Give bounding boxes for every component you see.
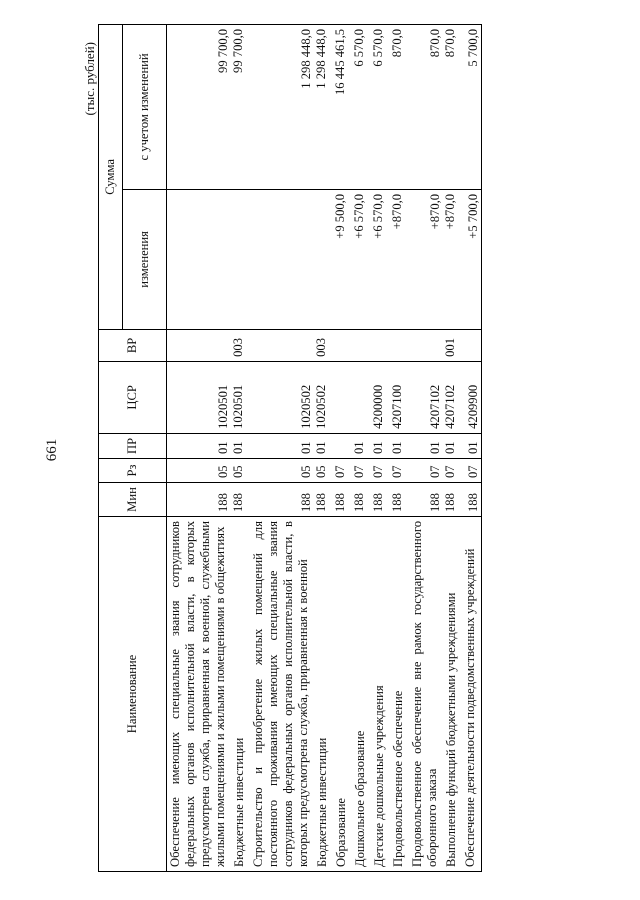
- row-pr: 01: [231, 433, 250, 458]
- row-vr: [167, 329, 232, 361]
- row-change: [167, 189, 232, 329]
- row-name: Обеспечение имеющих специальные звания сотрудников федеральных органов исполнительной власти, в которых предусмотрена служба, приравненная к военной, служебными жилыми помещениями и жилыми помещениями в общежитиях: [167, 517, 232, 872]
- table-row: [390, 24, 409, 871]
- row-csr: 1020502: [250, 361, 314, 433]
- row-csr: 1020501: [167, 361, 232, 433]
- row-change: [250, 189, 314, 329]
- row-csr: 1020502: [314, 361, 333, 433]
- row-csr: 4207102: [409, 361, 443, 433]
- row-total: 870,0: [443, 24, 462, 189]
- row-rz: 07: [333, 459, 352, 483]
- row-min: 188: [314, 483, 333, 517]
- row-pr: [333, 433, 352, 458]
- row-rz: 05: [231, 459, 250, 483]
- row-min: 188: [409, 483, 443, 517]
- row-min: 188: [462, 483, 482, 517]
- row-total: 5 700,0: [462, 24, 482, 189]
- row-pr: 01: [390, 433, 409, 458]
- row-name: Бюджетные инвестиции: [231, 517, 250, 872]
- row-rz: 05: [167, 459, 232, 483]
- row-vr: [250, 329, 314, 361]
- rotated-page: [40, 20, 600, 880]
- table-row: [231, 24, 250, 871]
- row-csr: [352, 361, 371, 433]
- row-rz: 05: [250, 459, 314, 483]
- row-min: 188: [352, 483, 371, 517]
- row-name: Продовольственное обеспечение вне рамок государственного оборонного заказа: [409, 517, 443, 872]
- row-total: 99 700,0: [167, 24, 232, 189]
- row-min: 188: [390, 483, 409, 517]
- row-name: Продовольственное обеспечение: [390, 517, 409, 872]
- header-pr: ПР: [99, 433, 167, 458]
- row-name: Дошкольное образование: [352, 517, 371, 872]
- row-vr: 001: [443, 329, 462, 361]
- row-change: +870,0: [443, 189, 462, 329]
- row-rz: 07: [390, 459, 409, 483]
- row-change: +9 500,0: [333, 189, 352, 329]
- row-csr: 4200000: [371, 361, 390, 433]
- row-total: 6 570,0: [352, 24, 371, 189]
- row-csr: 4207102: [443, 361, 462, 433]
- header-sum-group: Сумма: [99, 24, 123, 329]
- row-csr: 4207100: [390, 361, 409, 433]
- row-vr: [390, 329, 409, 361]
- row-csr: 4209900: [462, 361, 482, 433]
- row-total: 1 298 448,0: [250, 24, 314, 189]
- row-change: +870,0: [390, 189, 409, 329]
- row-pr: 01: [462, 433, 482, 458]
- page-number: 661: [44, 438, 60, 462]
- header-rz: Рз: [99, 459, 167, 483]
- row-total: 99 700,0: [231, 24, 250, 189]
- row-name: Детские дошкольные учреждения: [371, 517, 390, 872]
- row-total: 870,0: [390, 24, 409, 189]
- row-change: +870,0: [409, 189, 443, 329]
- row-pr: 01: [250, 433, 314, 458]
- row-rz: 07: [409, 459, 443, 483]
- header-vr: ВР: [99, 329, 167, 361]
- row-pr: 01: [352, 433, 371, 458]
- row-vr: [409, 329, 443, 361]
- table-row: [371, 24, 390, 871]
- table-row: [250, 24, 314, 871]
- table-row: [352, 24, 371, 871]
- row-vr: [462, 329, 482, 361]
- row-rz: 07: [462, 459, 482, 483]
- row-total: 16 445 461,5: [333, 24, 352, 189]
- row-min: 188: [250, 483, 314, 517]
- row-name: Выполнение функций бюджетными учреждениями: [443, 517, 462, 872]
- header-min: Мин: [99, 483, 167, 517]
- row-csr: [333, 361, 352, 433]
- table-row: [333, 24, 352, 871]
- row-csr: 1020501: [231, 361, 250, 433]
- row-pr: 01: [371, 433, 390, 458]
- row-name: Бюджетные инвестиции: [314, 517, 333, 872]
- header-name: Наименование: [99, 517, 167, 872]
- row-change: [314, 189, 333, 329]
- row-total: 870,0: [409, 24, 443, 189]
- header-csr: ЦСР: [99, 361, 167, 433]
- row-vr: 003: [231, 329, 250, 361]
- row-min: 188: [443, 483, 462, 517]
- budget-table: [98, 24, 482, 872]
- row-total: 1 298 448,0: [314, 24, 333, 189]
- header-changes: изменения: [123, 189, 167, 329]
- row-vr: 003: [314, 329, 333, 361]
- table-row: [462, 24, 482, 871]
- table-row: [167, 24, 232, 871]
- row-min: 188: [333, 483, 352, 517]
- table-row: [443, 24, 462, 871]
- header-with-changes: с учетом изменений: [123, 24, 167, 189]
- table-row: [409, 24, 443, 871]
- row-change: +6 570,0: [352, 189, 371, 329]
- units-note: (тыс. рублей): [82, 42, 97, 116]
- row-rz: 07: [352, 459, 371, 483]
- row-pr: 01: [443, 433, 462, 458]
- row-vr: [333, 329, 352, 361]
- row-name: Обеспечение деятельности подведомственных учреждений: [462, 517, 482, 872]
- row-min: 188: [371, 483, 390, 517]
- row-name: Строительство и приобретение жилых помещений для постоянного проживания имеющих специальные звания сотрудников федеральных органов исполнительной власти, в которых предусмотрена служба, приравненная к военной: [250, 517, 314, 872]
- row-change: [231, 189, 250, 329]
- row-vr: [371, 329, 390, 361]
- row-rz: 07: [443, 459, 462, 483]
- row-name: Образование: [333, 517, 352, 872]
- row-total: 6 570,0: [371, 24, 390, 189]
- row-pr: 01: [167, 433, 232, 458]
- row-min: 188: [167, 483, 232, 517]
- table-row: [314, 24, 333, 871]
- row-pr: 01: [314, 433, 333, 458]
- row-pr: 01: [409, 433, 443, 458]
- row-min: 188: [231, 483, 250, 517]
- row-vr: [352, 329, 371, 361]
- row-rz: 07: [371, 459, 390, 483]
- row-change: +6 570,0: [371, 189, 390, 329]
- row-change: +5 700,0: [462, 189, 482, 329]
- row-rz: 05: [314, 459, 333, 483]
